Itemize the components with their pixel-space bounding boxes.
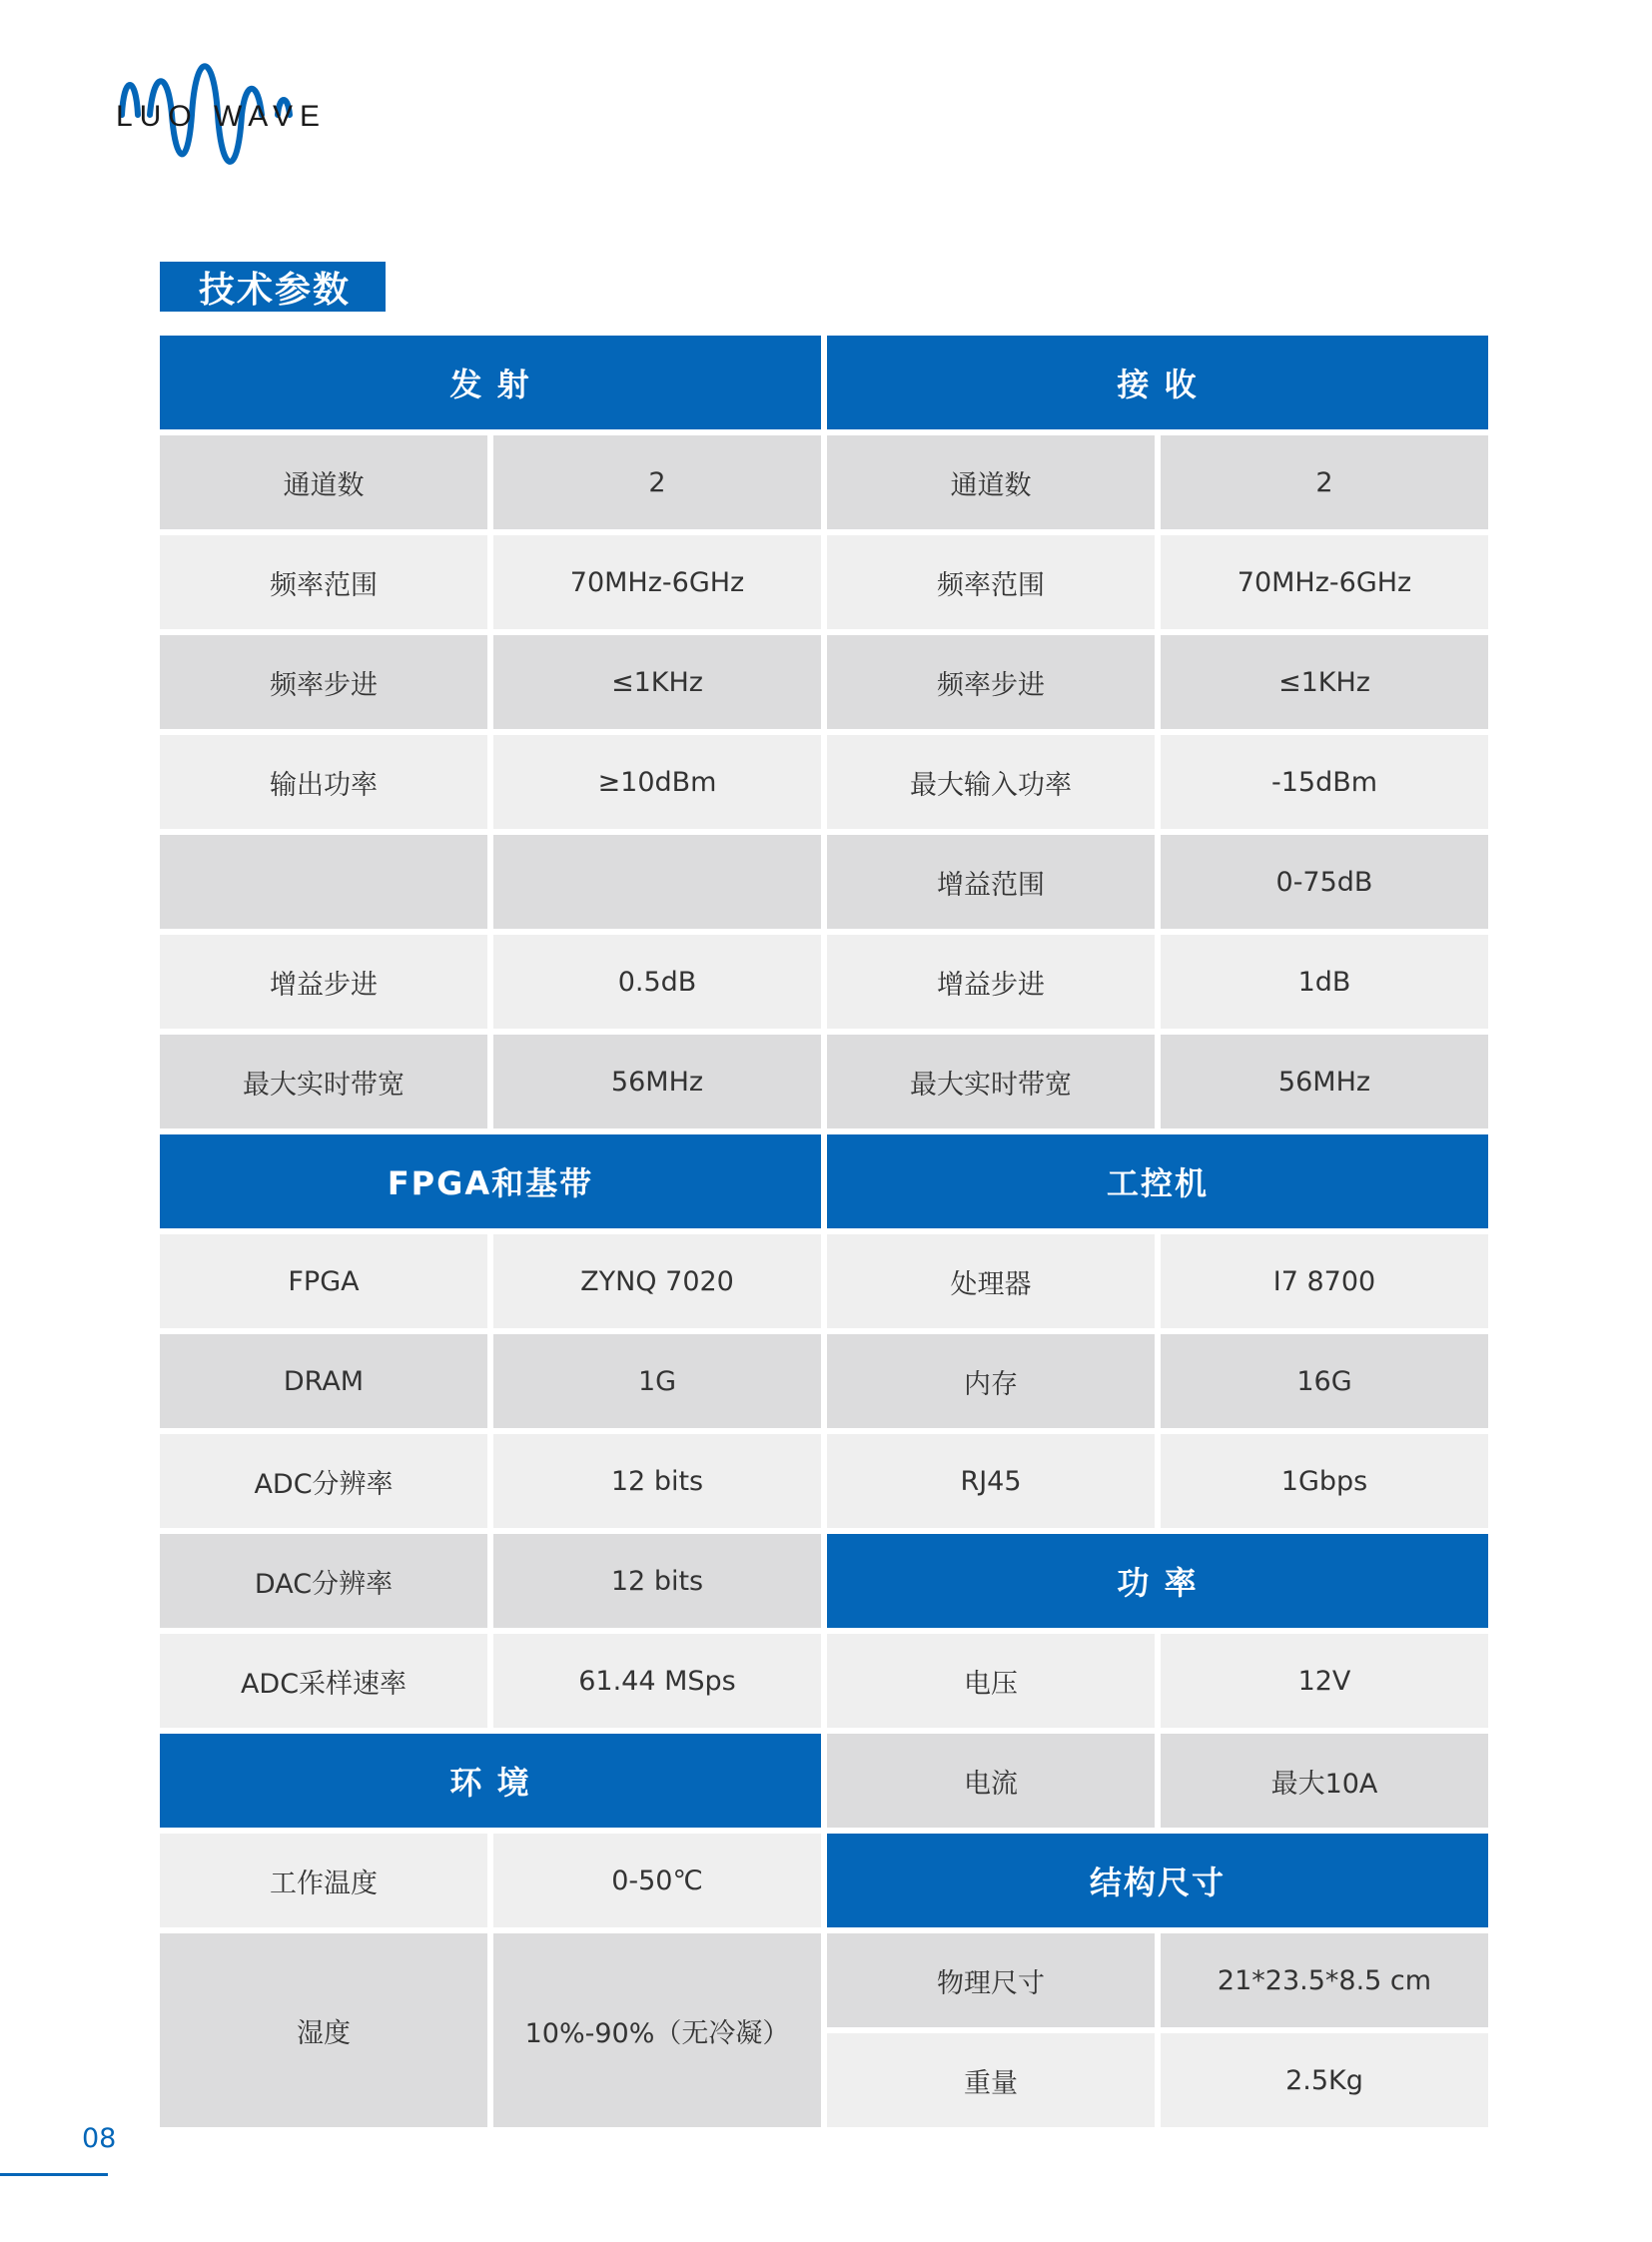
transmit-value: 0.5dB: [493, 935, 821, 1029]
structure-label: 重量: [827, 2033, 1155, 2127]
environment-value: 0-50℃: [493, 1834, 821, 1927]
ipc-value: 1Gbps: [1161, 1434, 1488, 1528]
environment-label: 工作温度: [160, 1834, 487, 1927]
fpga-value: 12 bits: [493, 1534, 821, 1628]
page-number-underline: [0, 2173, 108, 2176]
receive-value: 56MHz: [1161, 1035, 1488, 1128]
structure-label: 物理尺寸: [827, 1933, 1155, 2027]
receive-label: 增益范围: [827, 835, 1155, 929]
power-header: 功 率: [827, 1534, 1488, 1628]
environment-value: 10%-90%（无冷凝）: [493, 1933, 821, 2127]
transmit-label: 通道数: [160, 435, 487, 529]
fpga-value: 1G: [493, 1334, 821, 1428]
structure-header: 结构尺寸: [827, 1834, 1488, 1927]
section-title: 技术参数: [160, 262, 386, 312]
receive-label: 通道数: [827, 435, 1155, 529]
receive-label: 频率范围: [827, 535, 1155, 629]
transmit-label: 频率步进: [160, 635, 487, 729]
page-number: 08: [82, 2123, 117, 2154]
transmit-value: ≥10dBm: [493, 735, 821, 829]
transmit-label: 输出功率: [160, 735, 487, 829]
receive-label: 最大实时带宽: [827, 1035, 1155, 1128]
power-value: 最大10A: [1161, 1734, 1488, 1828]
fpga-value: ZYNQ 7020: [493, 1234, 821, 1328]
transmit-label: 最大实时带宽: [160, 1035, 487, 1128]
environment-label: 湿度: [160, 1933, 487, 2127]
receive-label: 增益步进: [827, 935, 1155, 1029]
transmit-label: [160, 835, 487, 929]
power-label: 电压: [827, 1634, 1155, 1728]
receive-label: 最大输入功率: [827, 735, 1155, 829]
ipc-label: 内存: [827, 1334, 1155, 1428]
fpga-value: 12 bits: [493, 1434, 821, 1528]
transmit-value: 70MHz-6GHz: [493, 535, 821, 629]
structure-value: 21*23.5*8.5 cm: [1161, 1933, 1488, 2027]
transmit-value: 2: [493, 435, 821, 529]
structure-value: 2.5Kg: [1161, 2033, 1488, 2127]
power-label: 电流: [827, 1734, 1155, 1828]
transmit-value: 56MHz: [493, 1035, 821, 1128]
transmit-value: [493, 835, 821, 929]
transmit-value: ≤1KHz: [493, 635, 821, 729]
receive-value: 70MHz-6GHz: [1161, 535, 1488, 629]
transmit-label: 频率范围: [160, 535, 487, 629]
fpga-value: 61.44 MSps: [493, 1634, 821, 1728]
receive-value: 1dB: [1161, 935, 1488, 1029]
receive-header: 接 收: [827, 336, 1488, 429]
ipc-value: I7 8700: [1161, 1234, 1488, 1328]
receive-value: 0-75dB: [1161, 835, 1488, 929]
fpga-label: ADC分辨率: [160, 1434, 487, 1528]
fpga-label: FPGA: [160, 1234, 487, 1328]
receive-value: ≤1KHz: [1161, 635, 1488, 729]
power-value: 12V: [1161, 1634, 1488, 1728]
fpga-header: FPGA和基带: [160, 1134, 821, 1228]
receive-value: 2: [1161, 435, 1488, 529]
ipc-label: 处理器: [827, 1234, 1155, 1328]
transmit-label: 增益步进: [160, 935, 487, 1029]
ipc-value: 16G: [1161, 1334, 1488, 1428]
receive-label: 频率步进: [827, 635, 1155, 729]
fpga-label: DRAM: [160, 1334, 487, 1428]
fpga-label: DAC分辨率: [160, 1534, 487, 1628]
fpga-label: ADC采样速率: [160, 1634, 487, 1728]
receive-value: -15dBm: [1161, 735, 1488, 829]
transmit-header: 发 射: [160, 336, 821, 429]
environment-header: 环 境: [160, 1734, 821, 1828]
logo-text: LUO WAVE: [116, 100, 328, 133]
ipc-header: 工控机: [827, 1134, 1488, 1228]
ipc-label: RJ45: [827, 1434, 1155, 1528]
